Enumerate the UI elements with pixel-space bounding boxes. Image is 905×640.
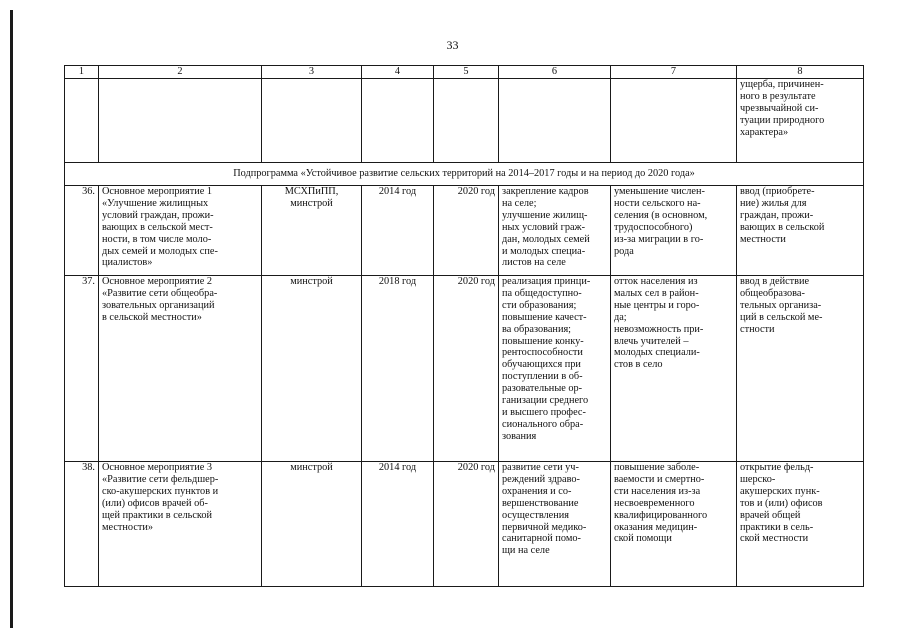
subprogram-title: Подпрограмма «Устойчивое развитие сельских территорий на 2014–2017 годы и на период до 2020 года» xyxy=(65,163,864,186)
continuation-row xyxy=(65,79,864,163)
measure-name: Основное мероприятие 3 «Развитие сети фельдшер- ско-акушерских пунктов и (или) офисов врачей об- щей практики в сельской местности» xyxy=(99,462,262,587)
row-number: 38. xyxy=(65,462,99,587)
row-number: 37. xyxy=(65,276,99,462)
measures-table xyxy=(64,65,864,587)
start-year: 2018 год xyxy=(362,276,434,462)
empty-cell xyxy=(99,79,262,163)
column-number: 8 xyxy=(737,66,864,79)
column-numbers-row xyxy=(65,66,864,79)
consequences-cell: отток населения из малых сел в район- ные центры и горо- да; невозможность при- влечь учителей – молодых специали- стов в село xyxy=(611,276,737,462)
empty-cell xyxy=(499,79,611,163)
indicator-cell: ввод (приобрете- ние) жилья для граждан, прожи- вающих в сельской местности xyxy=(737,186,864,276)
table-row xyxy=(65,276,864,462)
start-year: 2014 год xyxy=(362,186,434,276)
measure-name: Основное мероприятие 2 «Развитие сети общеобра- зовательных организаций в сельской местности» xyxy=(99,276,262,462)
empty-cell xyxy=(362,79,434,163)
column-number: 2 xyxy=(99,66,262,79)
indicator-cell: ввод в действие общеобразова- тельных организа- ций в сельской ме- стности xyxy=(737,276,864,462)
empty-cell xyxy=(262,79,362,163)
empty-cell xyxy=(434,79,499,163)
end-year: 2020 год xyxy=(434,186,499,276)
start-year: 2014 год xyxy=(362,462,434,587)
executor-cell: минстрой xyxy=(262,462,362,587)
column-number: 5 xyxy=(434,66,499,79)
column-number: 4 xyxy=(362,66,434,79)
end-year: 2020 год xyxy=(434,276,499,462)
executor-cell: минстрой xyxy=(262,276,362,462)
expected-result: закрепление кадров на селе; улучшение жилищ- ных условий граж- дан, молодых семей и молодых специа- листов на селе xyxy=(499,186,611,276)
indicator-cell: ущерба, причинен- ного в результате чрезвычайной си- туации природного характера» xyxy=(737,79,864,163)
consequences-cell: уменьшение числен- ности сельского на- селения (в основном, трудоспособного) из-за миграции в го- рода xyxy=(611,186,737,276)
expected-result: развитие сети уч- реждений здраво- охранения и со- вершенствование осуществления первичной медико- санитарной помо- щи на селе xyxy=(499,462,611,587)
column-number: 6 xyxy=(499,66,611,79)
empty-cell xyxy=(611,79,737,163)
column-number: 1 xyxy=(65,66,99,79)
indicator-cell: открытие фельд- шерско- акушерских пунк- тов и (или) офисов врачей общей практики в сель- ской местности xyxy=(737,462,864,587)
table-row xyxy=(65,186,864,276)
table-row xyxy=(65,462,864,587)
executor-cell: МСХПиПП, минстрой xyxy=(262,186,362,276)
binding-edge xyxy=(10,10,13,628)
measure-name: Основное мероприятие 1 «Улучшение жилищных условий граждан, прожи- вающих в сельской мест- ности, в том числе моло- дых семей и молодых спе- циалистов» xyxy=(99,186,262,276)
page-number: 33 xyxy=(446,38,459,52)
subprogram-row xyxy=(65,163,864,186)
end-year: 2020 год xyxy=(434,462,499,587)
consequences-cell: повышение заболе- ваемости и смертно- сти населения из-за несвоевременного квалифицированного оказания медицин- ской помощи xyxy=(611,462,737,587)
expected-result: реализация принци- па общедоступно- сти образования; повышение качест- ва образования; повышение конку- рентоспособности обучающихся при поступлении в об- разовательные ор- ганизации среднего и высшего профес- сионального обра- зования xyxy=(499,276,611,462)
row-number: 36. xyxy=(65,186,99,276)
empty-cell xyxy=(65,79,99,163)
column-number: 7 xyxy=(611,66,737,79)
column-number: 3 xyxy=(262,66,362,79)
